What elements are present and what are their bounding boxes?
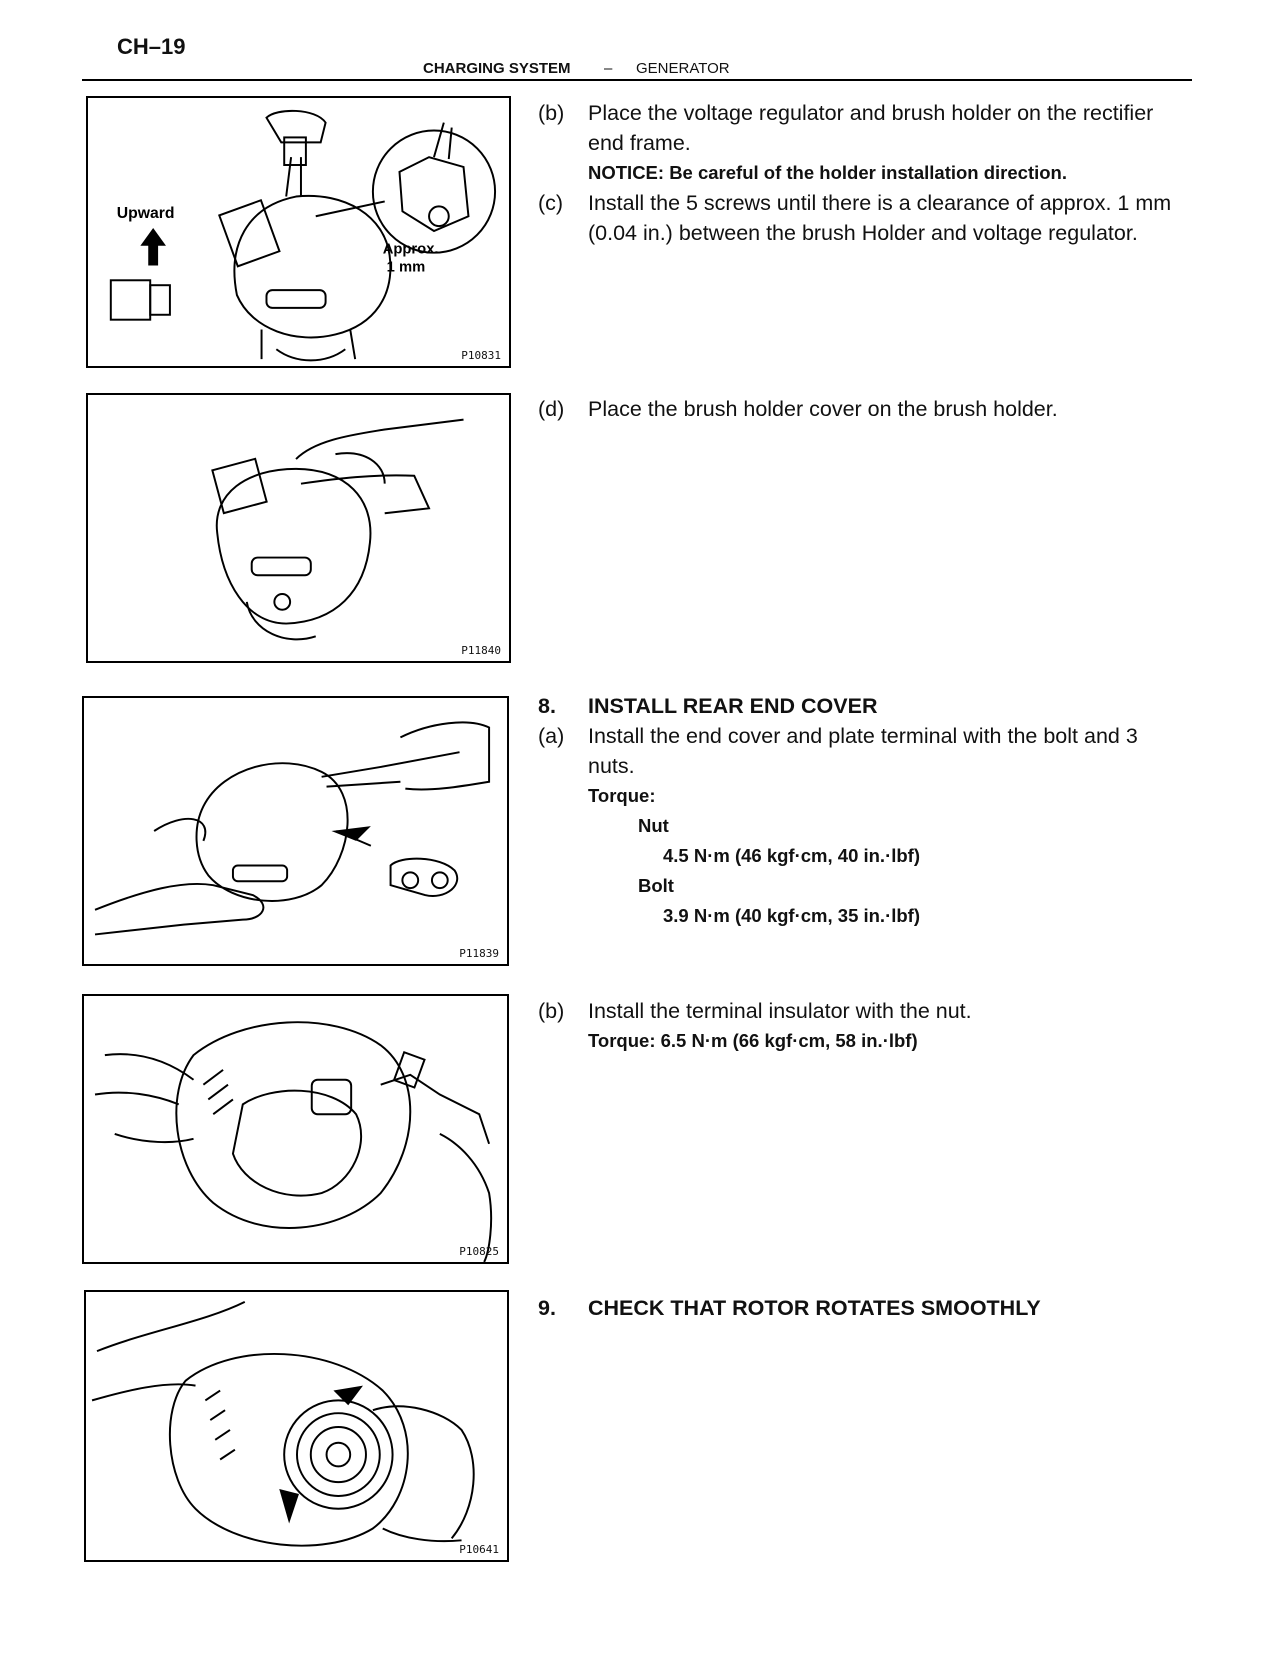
nut-torque-value: 4.5 N·m (46 kgf·cm, 40 in.·lbf) — [663, 845, 920, 866]
header-section: CHARGING SYSTEM — [423, 60, 571, 77]
step-text: Place the brush holder cover on the brush holder. — [588, 397, 1058, 421]
figure-brush-cover — [86, 393, 511, 663]
section-number: 8. — [538, 694, 556, 718]
step-line: Place the voltage regulator and brush holder on the rectifier — [588, 101, 1154, 125]
section-number: 9. — [538, 1296, 556, 1320]
approx-label-2: 1 mm — [386, 259, 426, 276]
step-b-regulator — [0, 98, 1280, 198]
step-line: Install the 5 screws until there is a clearance of approx. 1 mm — [588, 191, 1172, 215]
step-label: (b) — [538, 101, 565, 125]
bolt-label: Bolt — [638, 875, 674, 896]
step-b-terminal-insulator — [0, 996, 1280, 1060]
step-line: end frame. — [588, 131, 691, 155]
bolt-torque-value: 3.9 N·m (40 kgf·cm, 35 in.·lbf) — [663, 905, 920, 926]
figure-code: P10831 — [461, 349, 501, 362]
page-number: CH–19 — [117, 34, 186, 59]
torque-value: Torque: 6.5 N·m (66 kgf·cm, 58 in.·lbf) — [588, 1030, 918, 1051]
rotor-check-illustration — [86, 1292, 507, 1560]
approx-label-1: Approx. — [382, 241, 439, 258]
step-label: (d) — [538, 397, 565, 421]
brush-cover-illustration — [88, 395, 509, 661]
step-label: (c) — [538, 191, 564, 215]
figure-code: P11840 — [461, 644, 501, 657]
figure-code: P10825 — [459, 1245, 499, 1258]
step-a-end-cover — [0, 721, 1280, 941]
figure-rotor-check — [84, 1290, 509, 1562]
header-subsection: GENERATOR — [636, 60, 730, 77]
torque-label: Torque: — [588, 785, 656, 806]
figure-code: P10641 — [459, 1543, 499, 1556]
figure-code: P11839 — [459, 947, 499, 960]
section-8-title — [0, 691, 1280, 723]
section-title: CHECK THAT ROTOR ROTATES SMOOTHLY — [588, 1296, 1041, 1320]
step-text: Install the terminal insulator with the nut. — [588, 999, 972, 1023]
header-rule — [82, 79, 1192, 81]
step-line: nuts. — [588, 754, 635, 778]
nut-label: Nut — [638, 815, 669, 836]
page-header — [0, 58, 1280, 78]
step-d-brush-cover — [0, 394, 1280, 426]
step-line: (0.04 in.) between the brush Holder and voltage regulator. — [588, 221, 1138, 245]
section-9-title — [0, 1293, 1280, 1325]
step-label: (b) — [538, 999, 565, 1023]
notice-text: NOTICE: Be careful of the holder installation direction. — [588, 162, 1067, 183]
step-label: (a) — [538, 724, 565, 748]
section-title: INSTALL REAR END COVER — [588, 694, 878, 718]
step-line: Install the end cover and plate terminal with the bolt and 3 — [588, 724, 1138, 748]
step-c-screws — [0, 188, 1280, 252]
header-dash: – — [604, 60, 613, 77]
upward-label: Upward — [116, 205, 175, 223]
